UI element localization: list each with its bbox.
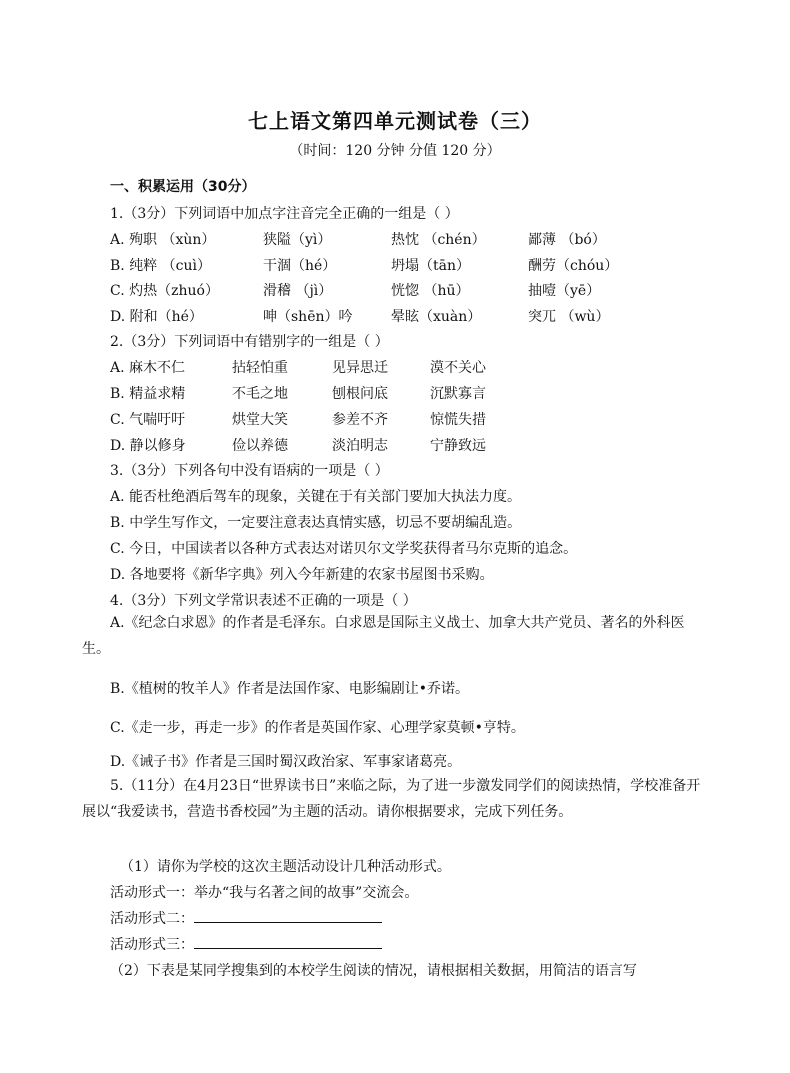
option-cell: 沉默寡言 [430, 386, 486, 402]
option-cell: B. 精益求精 [110, 386, 186, 402]
option-cell: 淡泊明志 [332, 438, 388, 454]
option-cell: 参差不齐 [332, 412, 388, 428]
option-cell: 惊慌失措 [430, 412, 486, 428]
option-cell: C. 气喘吁吁 [110, 412, 186, 428]
question-4-option-a: A.《纪念白求恩》的作者是毛泽东。白求恩是国际主义战士、加拿大共产党员、著名的外科医生。 [82, 615, 685, 657]
option-cell: 狭隘（yì） [263, 232, 332, 248]
activity-form-2-label: 活动形式二： [110, 911, 194, 927]
option-cell: 刨根问底 [332, 386, 388, 402]
option-cell: 恍惚 （hū） [391, 283, 470, 299]
question-4-stem: 4.（3分）下列文学常识表述不正确的一项是（ ） [110, 593, 417, 609]
activity-form-3 [110, 934, 382, 954]
option-cell: 酬劳（chóu） [528, 258, 619, 274]
option-cell: B. 纯粹 （cuì） [110, 258, 211, 274]
activity-form-3-label: 活动形式三： [110, 937, 194, 953]
option-cell: 干涸（hé） [263, 258, 337, 274]
option-cell: D. 静以修身 [110, 438, 186, 454]
question-2-stem: 2.（3分）下列词语中有错别字的一组是（ ） [110, 334, 389, 350]
answer-blank-2[interactable] [194, 910, 382, 923]
option-cell: 鄙薄 （bó） [528, 232, 606, 248]
question-4-option-c: C.《走一步，再走一步》的作者是英国作家、心理学家莫顿•亨特。 [110, 720, 525, 736]
option-cell: 漠不关心 [430, 360, 486, 376]
question-3-option-a: A. 能否杜绝酒后驾车的现象，关键在于有关部门要加大执法力度。 [110, 489, 522, 505]
activity-form-1: 活动形式一：举办“我与名著之间的故事”交流会。 [110, 885, 419, 901]
option-cell: 坍塌（tān） [391, 258, 470, 274]
option-cell: 见异思迁 [332, 360, 388, 376]
question-3-option-d: D. 各地要将《新华字典》列入今年新建的农家书屋图书采购。 [110, 567, 494, 583]
question-3-stem: 3.（3分）下列各句中没有语病的一项是（ ） [110, 463, 389, 479]
question-3-option-b: B. 中学生写作文，一定要注意表达真情实感，切忌不要胡编乱造。 [110, 515, 522, 531]
option-cell: 抽噎（yē） [528, 283, 601, 299]
question-1-stem: 1.（3分）下列词语中加点字注音完全正确的一组是（ ） [110, 206, 459, 222]
exam-subtitle: （时间：120 分钟 分值 120 分） [289, 143, 501, 159]
option-cell: 呻（shēn）吟 [263, 309, 353, 325]
activity-form-2 [110, 908, 382, 928]
option-cell: 滑稽 （jì） [263, 283, 333, 299]
option-cell: 热忱 （chén） [391, 232, 486, 248]
option-cell: 晕眩（xuàn） [391, 309, 482, 325]
option-cell: A. 殉职 （xùn） [110, 232, 216, 248]
question-3-option-c: C. 今日，中国读者以各种方式表达对诺贝尔文学奖获得者马尔克斯的追念。 [110, 541, 578, 557]
option-cell: 拈轻怕重 [232, 360, 288, 376]
option-cell: 俭以养德 [232, 438, 288, 454]
option-cell: 烘堂大笑 [232, 412, 288, 428]
option-cell: 不毛之地 [232, 386, 288, 402]
option-cell: 突兀 （wù） [528, 309, 610, 325]
question-5-part-2: （2）下表是某同学搜集到的本校学生阅读的情况，请根据相关数据，用简洁的语言写 [110, 963, 637, 979]
question-5-part-1: （1）请你为学校的这次主题活动设计几种活动形式。 [120, 859, 451, 875]
answer-blank-3[interactable] [194, 936, 382, 949]
option-cell: 宁静致远 [430, 438, 486, 454]
question-4-option-b: B.《植树的牧羊人》作者是法国作家、电影编剧让•乔诺。 [110, 681, 469, 697]
question-4-option-d: D.《诫子书》作者是三国时蜀汉政治家、军事家诸葛亮。 [110, 754, 462, 770]
option-cell: D. 附和（hé） [110, 309, 203, 325]
option-cell: A. 麻木不仁 [110, 360, 186, 376]
section-heading: 一、积累运用（30分） [110, 179, 256, 195]
option-cell: C. 灼热（zhuó） [110, 283, 219, 299]
question-5-stem: 5.（11分）在4月23日“世界读书日”来临之际，为了进一步激发同学们的阅读热情，学校准备开展以“我爱读书，营造书香校园”为主题的活动。请你根据要求，完成下列任务。 [82, 778, 701, 820]
exam-title: 七上语文第四单元测试卷（三） [248, 109, 542, 133]
